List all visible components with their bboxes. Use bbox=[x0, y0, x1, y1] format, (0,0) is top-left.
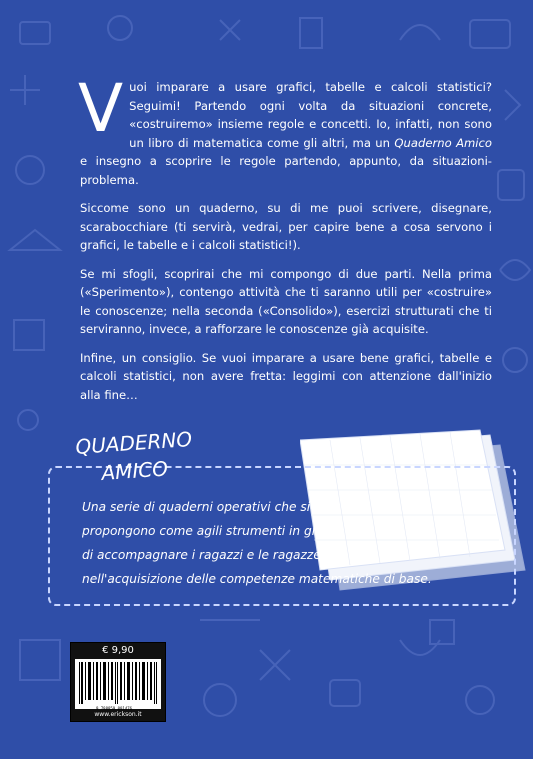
paragraph-2: Siccome sono un quaderno, su di me puoi scrivere, disegnare, scarabocchiare (ti servirà, vedrai, per capire bene a cosa servono i grafici, le tabelle e i calcoli statistici!). bbox=[80, 201, 492, 252]
isbn-number: 9 788859 001476 bbox=[95, 706, 133, 711]
paragraph-1-text: uoi imparare a usare grafici, tabelle e calcoli statistici? Seguimi! Partendo ogni volta da situazioni concrete, «costruiremo» insieme regole e concetti. Io, infatti, non sono un libro di matematica come gli altri, ma un bbox=[129, 80, 492, 150]
back-cover-text bbox=[78, 70, 492, 414]
paragraph-1-end: e insegno a scoprire le regole partendo, appunto, da situazioni-problema. bbox=[80, 154, 492, 187]
barcode bbox=[75, 659, 161, 709]
paragraph-1 bbox=[78, 70, 492, 189]
drop-cap: V bbox=[78, 70, 124, 147]
description-line-2: propongono come agili strumenti in grado bbox=[82, 524, 340, 538]
paragraph-3: Se mi sfogli, scoprirai che mi compongo di due parti. Nella prima («Sperimento»), contengo attività che ti saranno utili per «costruire» le conoscenze; nella seconda («Consolido»), esercizi strutturati che ti serviranno, invece, a rafforzare le conoscenze già acquisite. bbox=[80, 266, 492, 336]
price-label: € 9,90 bbox=[102, 645, 134, 656]
description-line-3: di accompagnare i ragazzi e le ragazze bbox=[82, 548, 321, 562]
description-line-4: nell'acquisizione delle competenze matematiche di base. bbox=[82, 572, 432, 586]
logo-line-1: QUADERNO bbox=[74, 428, 193, 459]
quaderno-amico-logo bbox=[72, 428, 222, 498]
price-barcode-box bbox=[70, 642, 166, 722]
barcode-bars bbox=[75, 659, 161, 709]
paragraph-1-italic: Quaderno Amico bbox=[394, 135, 492, 150]
description-line-1: Una serie di quaderni operativi che si bbox=[82, 500, 311, 514]
website-url: www.erickson.it bbox=[94, 711, 142, 718]
series-description bbox=[82, 495, 533, 591]
paragraph-4: Infine, un consiglio. Se vuoi imparare a usare bene grafici, tabelle e calcoli statistici, non avere fretta: leggimi con attenzione dall'inizio alla fine… bbox=[80, 350, 492, 402]
logo-line-2: AMICO bbox=[100, 456, 169, 485]
